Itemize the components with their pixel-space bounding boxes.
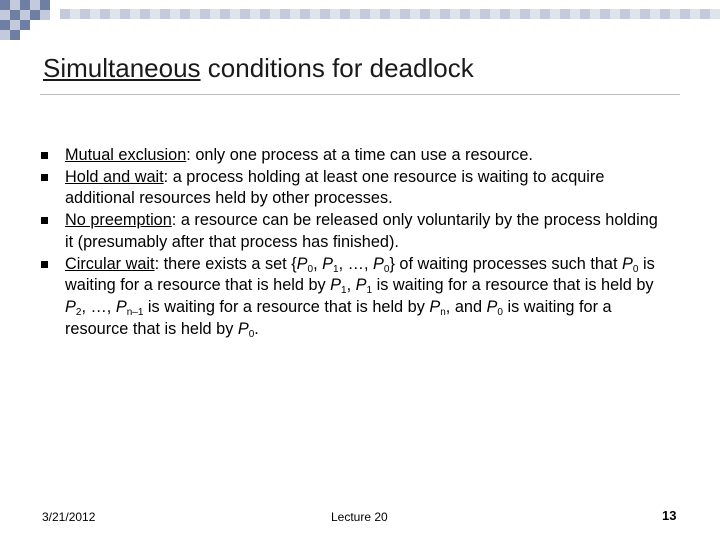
- bullet-text: , …,: [81, 297, 116, 316]
- checker-square: [30, 10, 40, 20]
- checker-square: [600, 9, 610, 19]
- bullet-text: } of waiting processes such that: [389, 254, 623, 273]
- checker-square: [140, 9, 150, 19]
- process-symbol: P: [296, 254, 308, 273]
- checker-square: [300, 9, 310, 19]
- checker-square: [500, 9, 510, 19]
- checker-square: [320, 9, 330, 19]
- checker-square: [30, 0, 40, 10]
- bullet-text: : a resource can be released only voluntarily by the process holding it (presumably after that process has finished).: [65, 211, 658, 251]
- checker-square: [310, 9, 320, 19]
- checker-square: [20, 20, 30, 30]
- footer-lecture: Lecture 20: [331, 510, 388, 524]
- slide-title-rest: conditions for deadlock: [200, 53, 474, 83]
- checker-square: [450, 9, 460, 19]
- bullet-list: [38, 145, 668, 340]
- bullet-text: .: [254, 319, 259, 338]
- bullet-text: : only one process at a time can use a resource.: [186, 146, 533, 164]
- checker-square: [590, 9, 600, 19]
- checker-square: [120, 9, 130, 19]
- checker-square: [700, 9, 710, 19]
- subscript: 0: [307, 263, 314, 275]
- checker-square: [680, 9, 690, 19]
- checker-square: [220, 9, 230, 19]
- bullet-item-mutual-exclusion: [38, 145, 668, 167]
- subscript: n: [440, 306, 446, 318]
- subscript: 0: [632, 263, 639, 275]
- bullet-text: is waiting for a resource that is held by: [372, 276, 654, 295]
- bullet-term: Circular wait: [65, 254, 155, 273]
- checker-square: [160, 9, 170, 19]
- square-bullet-icon: [41, 174, 48, 181]
- subscript: 1: [366, 285, 373, 297]
- decorative-checker-pattern: [0, 0, 720, 42]
- checker-square: [70, 9, 80, 19]
- checker-square: [480, 9, 490, 19]
- bullet-text: is waiting for a resource that is held by: [65, 297, 612, 338]
- bullet-item-circular-wait: [38, 254, 668, 341]
- bullet-term: Mutual exclusion: [65, 146, 187, 164]
- bullet-item-hold-and-wait: [38, 167, 668, 210]
- checker-square: [10, 0, 20, 10]
- bullet-text: , …,: [338, 254, 373, 273]
- checker-square: [460, 9, 470, 19]
- process-symbol: P: [622, 254, 633, 273]
- checker-square: [80, 9, 90, 19]
- checker-square: [110, 9, 120, 19]
- process-symbol: P: [65, 297, 76, 316]
- subscript-two: 2: [75, 306, 82, 318]
- process-symbol: P: [373, 254, 384, 273]
- checker-square: [470, 9, 480, 19]
- checker-square: [350, 9, 360, 19]
- checker-square: [540, 9, 550, 19]
- checker-square: [0, 10, 10, 20]
- bullet-text: ,: [346, 276, 356, 295]
- checker-square: [650, 9, 660, 19]
- checker-square: [400, 9, 410, 19]
- checker-square: [660, 9, 670, 19]
- checker-square: [370, 9, 380, 19]
- process-symbol: P: [486, 297, 498, 316]
- title-divider: [40, 94, 680, 95]
- checker-square: [0, 20, 10, 30]
- bullet-text: is waiting for a resource that is held by: [143, 297, 430, 316]
- checker-square: [530, 9, 540, 19]
- bullet-text: ,: [313, 254, 323, 273]
- footer-date: 3/21/2012: [42, 510, 96, 524]
- checker-square: [490, 9, 500, 19]
- checker-square: [280, 9, 290, 19]
- checker-square: [210, 9, 220, 19]
- subscript: 0: [383, 263, 390, 275]
- checker-square: [690, 9, 700, 19]
- process-symbol: P: [115, 297, 127, 316]
- subscript: 1: [333, 263, 339, 275]
- checker-square: [620, 9, 630, 19]
- checker-square: [510, 9, 520, 19]
- checker-square: [630, 9, 640, 19]
- checker-square: [710, 9, 720, 19]
- checker-square: [670, 9, 680, 19]
- checker-square: [560, 9, 570, 19]
- bullet-item-no-preemption: [38, 210, 668, 253]
- checker-square: [150, 9, 160, 19]
- checker-square: [100, 9, 110, 19]
- checker-square: [580, 9, 590, 19]
- checker-square: [520, 9, 530, 19]
- checker-square: [40, 10, 50, 20]
- bullet-term: Hold and wait: [65, 167, 164, 186]
- checker-square: [0, 30, 10, 40]
- checker-square: [330, 9, 340, 19]
- checker-square: [0, 0, 10, 10]
- checker-square: [90, 9, 100, 19]
- checker-square: [200, 9, 210, 19]
- checker-square: [270, 9, 280, 19]
- checker-square: [230, 9, 240, 19]
- checker-square: [550, 9, 560, 19]
- checker-square: [340, 9, 350, 19]
- slide-title-underlined: Simultaneous: [43, 53, 201, 83]
- checker-square: [290, 9, 300, 19]
- process-symbol: P: [330, 276, 342, 295]
- checker-square: [610, 9, 620, 19]
- slide-title: [43, 53, 474, 84]
- checker-square: [380, 9, 390, 19]
- bullet-term: No preemption: [65, 211, 172, 230]
- subscript: 1: [341, 285, 347, 297]
- checker-square: [40, 0, 50, 10]
- checker-square: [10, 10, 20, 20]
- checker-square: [430, 9, 440, 19]
- square-bullet-icon: [41, 217, 48, 224]
- square-bullet-icon: [41, 152, 48, 159]
- checker-square: [180, 9, 190, 19]
- checker-square: [260, 9, 270, 19]
- checker-square: [250, 9, 260, 19]
- checker-square: [440, 9, 450, 19]
- subscript: n–1: [126, 306, 144, 318]
- checker-square: [410, 9, 420, 19]
- process-symbol: P: [322, 254, 334, 273]
- subscript: 0: [497, 306, 503, 318]
- checker-square: [420, 9, 430, 19]
- bullet-text: , and: [445, 297, 487, 316]
- checker-pattern-graphic: [0, 0, 720, 42]
- checker-square: [640, 9, 650, 19]
- checker-square: [20, 10, 30, 20]
- slide-number: 13: [662, 508, 677, 523]
- checker-square: [170, 9, 180, 19]
- checker-square: [130, 9, 140, 19]
- process-symbol: P: [429, 297, 441, 316]
- bullet-text: : a process holding at least one resource is waiting to acquire additional resources held by other processes.: [65, 167, 605, 208]
- process-symbol: P: [237, 319, 249, 338]
- checker-square: [190, 9, 200, 19]
- checker-square: [570, 9, 580, 19]
- checker-square: [390, 9, 400, 19]
- bullet-text: : there exists a set {: [154, 254, 297, 273]
- checker-square: [60, 9, 70, 19]
- checker-square: [240, 9, 250, 19]
- checker-square: [20, 0, 30, 10]
- bullet-text: is waiting for a resource that is held by: [65, 254, 655, 295]
- subscript: 0: [248, 328, 255, 340]
- checker-square: [360, 9, 370, 19]
- checker-square: [10, 20, 20, 30]
- process-symbol: P: [355, 276, 367, 295]
- square-bullet-icon: [41, 261, 48, 268]
- checker-square: [10, 30, 20, 40]
